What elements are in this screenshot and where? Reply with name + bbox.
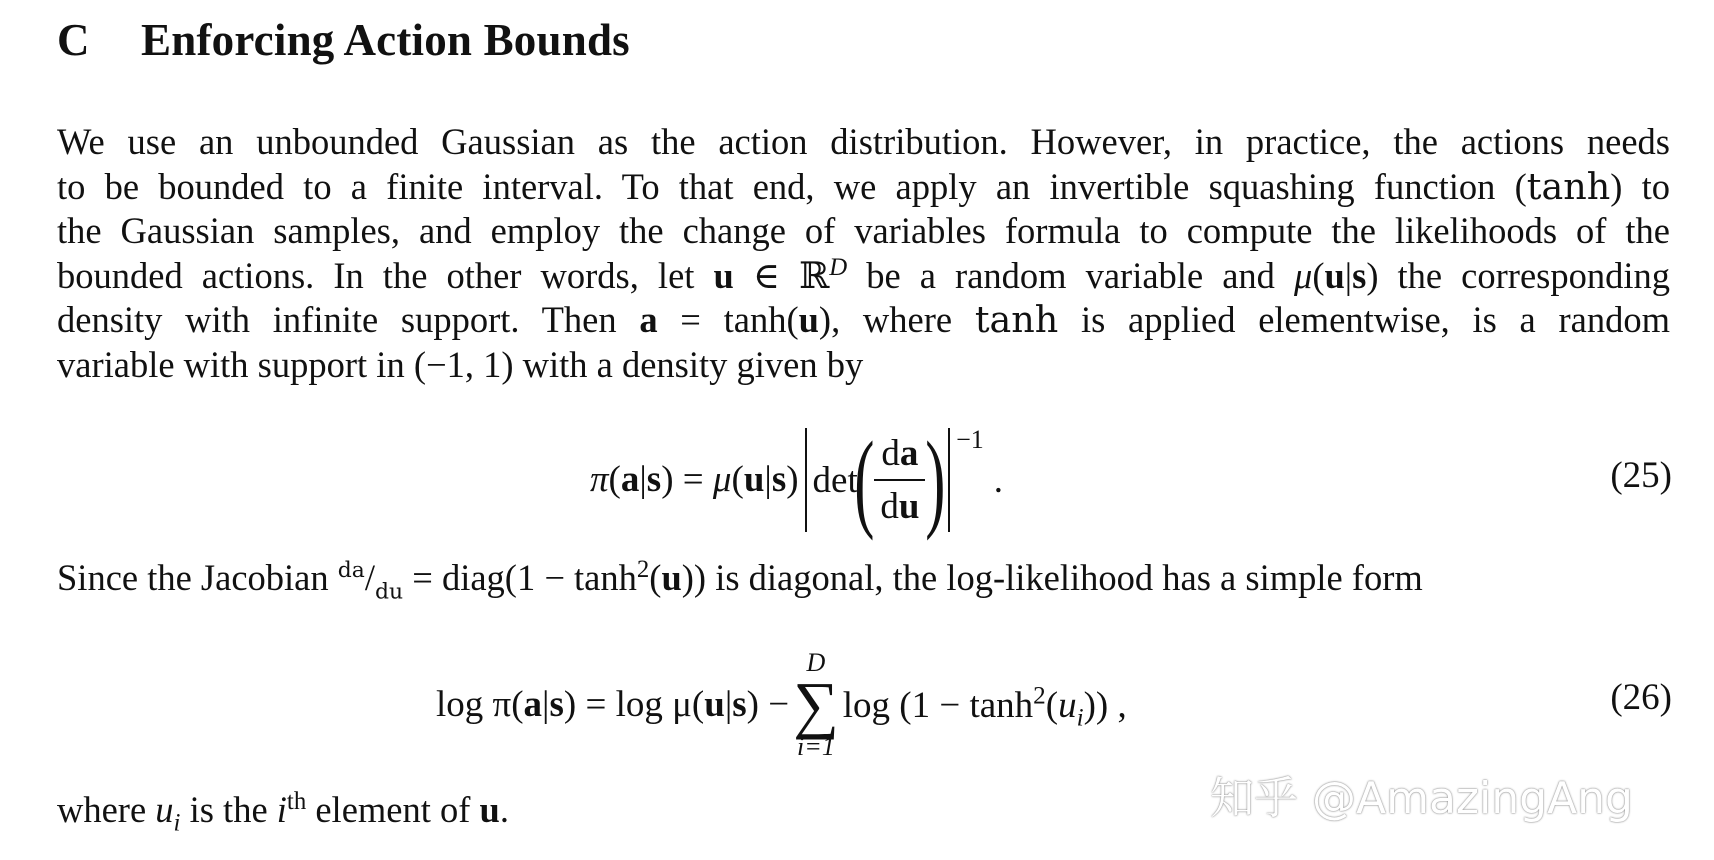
- equation-25-body: π(a|s) = μ(u|s) det( $\frac{da}{du}$ ) −1.: [590, 419, 1004, 541]
- intro-line-5: density with infinite support. Then a = tanh(u), where tanh is applied elementwise, is a random: [57, 298, 1670, 341]
- intro-line-1: We use an unbounded Gaussian as the action distribution. However, in practice, the actions needs: [57, 121, 1670, 162]
- watermark: 知乎 @AmazingAng: [1210, 773, 1633, 824]
- section-number: C: [57, 15, 90, 65]
- intro-line-4: bounded actions. In the other words, let u ∈ ℝ$^D$ be a random variable and μ(u|s) the corresponding: [57, 253, 1670, 296]
- paren-left: (: [853, 419, 875, 541]
- equation-25: [0, 420, 1714, 540]
- section-heading: [57, 14, 630, 66]
- exponent: −1: [956, 425, 984, 454]
- derivative-fraction: $\frac{da}{du}$: [874, 432, 925, 528]
- intro-line-2: to be bounded to a finite interval. To that end, we apply an invertible squashing function (tanh) to: [57, 164, 1671, 208]
- equation-26: [0, 640, 1714, 770]
- where-sentence: where $u_i$ is the $i^{th}$ element of u.: [57, 787, 509, 837]
- abs-bar-left: [805, 428, 807, 532]
- sigma-symbol: ∑: [793, 669, 839, 740]
- equation-26-body: log π(a|s) = log μ(u|s) − D ∑ i=1 $\log (1 - \tanh^2(u_i))$ ,: [436, 648, 1127, 761]
- intro-paragraph: [57, 120, 1670, 387]
- summation: D ∑ i=1: [793, 648, 839, 761]
- intro-line-6: variable with support in (−1, 1) with a density given by: [57, 343, 864, 385]
- jacobian-sentence: Since the Jacobian $^{da}/_{du}$ = diag(1 − $\tanh^2(u)$) is diagonal, the log-likelihood has a simple form: [57, 555, 1423, 605]
- det-operator: det: [812, 459, 858, 501]
- intro-line-3: the Gaussian samples, and employ the change of variables formula to compute the likelihoods of the: [57, 210, 1670, 251]
- section-title: Enforcing Action Bounds: [141, 15, 630, 65]
- equation-number-26: (26): [1610, 677, 1672, 718]
- abs-bar-right: [948, 428, 950, 532]
- equation-number-25: (25): [1610, 455, 1672, 496]
- paren-right: ): [925, 419, 946, 541]
